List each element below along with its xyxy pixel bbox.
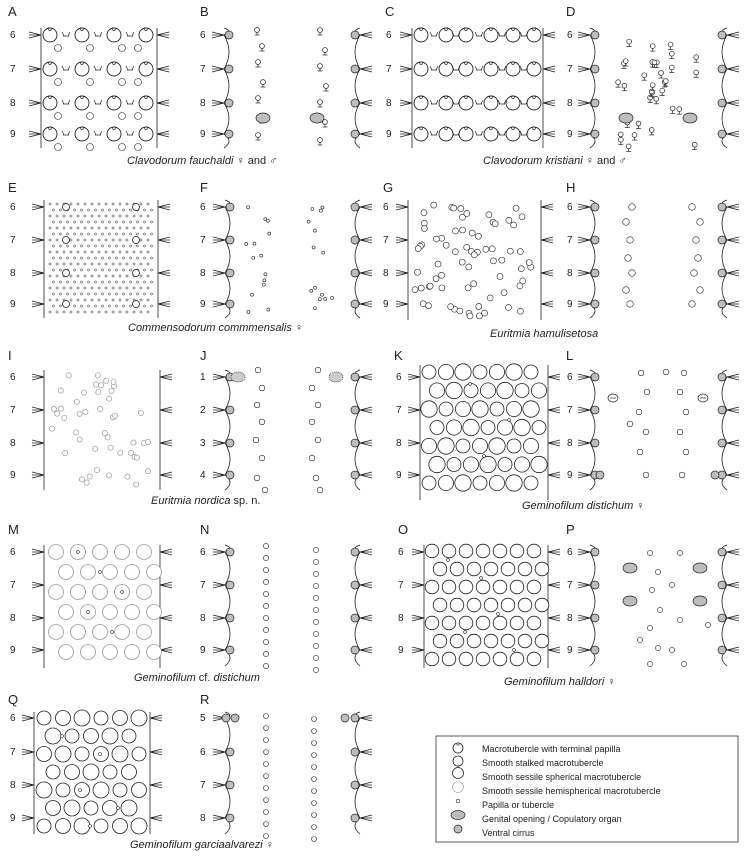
panel-label-h: H (566, 180, 576, 195)
legend-symbol-hemispherical (453, 782, 464, 793)
segment-label: 7 (383, 235, 389, 246)
segment-label: 6 (383, 202, 389, 213)
segment-label: 7 (567, 405, 573, 416)
segment-label: 9 (383, 299, 389, 310)
legend-label-stalked: Smooth stalked macrotubercle (482, 758, 604, 768)
caption-geminofilum-cf-distichum: Geminofilum cf. distichum (134, 672, 260, 684)
segment-label: 6 (10, 713, 16, 724)
segment-label: 6 (10, 30, 16, 41)
segment-label: 1 (200, 372, 206, 383)
segment-label: 6 (386, 30, 392, 41)
panel-label-f: F (200, 180, 208, 195)
segment-label: 2 (200, 405, 206, 416)
segment-label: 8 (10, 98, 16, 109)
segment-label: 8 (10, 268, 16, 279)
caption-geminofilum-garciaalvarezi: Geminofilum garciaalvarezi ♀ (130, 839, 274, 851)
segment-label: 7 (10, 235, 16, 246)
legend-symbol-ventral-cirrus (454, 825, 462, 833)
panel-a-diagram (29, 28, 169, 151)
legend (436, 736, 738, 842)
panel-g-diagram (396, 200, 553, 320)
panel-label-l: L (566, 348, 574, 363)
segment-label: 6 (10, 372, 16, 383)
segment-label: 7 (200, 64, 206, 75)
segment-label: 8 (567, 438, 573, 449)
panel-label-m: M (8, 522, 19, 537)
caption-commensodorum-commmensalis: Commensodorum commmensalis ♀ (128, 322, 304, 334)
panel-f-diagram (213, 200, 372, 318)
legend-label-macro-papilla: Macrotubercle with terminal papilla (482, 744, 621, 754)
segment-label: 8 (200, 268, 206, 279)
segment-label: 8 (386, 98, 392, 109)
segment-label: 9 (567, 645, 573, 656)
legend-symbol-stalked (453, 756, 463, 766)
panel-label-b: B (200, 4, 209, 19)
segment-label: 6 (200, 547, 206, 558)
segment-label: 7 (567, 64, 573, 75)
legend-label-genital: Genital opening / Copulatory organ (482, 814, 622, 824)
segment-label: 8 (200, 813, 206, 824)
segment-label: 7 (10, 580, 16, 591)
segment-label: 6 (10, 202, 16, 213)
segment-label: 9 (567, 470, 573, 481)
segment-label: 9 (398, 645, 404, 656)
panel-o-diagram (412, 544, 560, 668)
caption-clavodorum-fauchaldi: Clavodorum fauchaldi ♀ and ♂ (127, 155, 278, 167)
legend-symbol-genital (451, 811, 465, 820)
panel-label-j: J (200, 348, 207, 363)
segment-label: 9 (10, 645, 16, 656)
segment-label: 7 (200, 235, 206, 246)
segment-label: 6 (200, 202, 206, 213)
segment-label: 7 (10, 747, 16, 758)
panel-i-diagram (32, 370, 172, 490)
panel-b-diagram (212, 28, 372, 148)
caption-geminofilum-halldori: Geminofilum halldori ♀ (504, 676, 616, 688)
segment-label: 7 (398, 580, 404, 591)
segment-label: 9 (10, 470, 16, 481)
caption-euritmia-hamulisetosa: Euritmia hamulisetosa (490, 328, 599, 340)
segment-label: 9 (10, 813, 16, 824)
panel-r-diagram (213, 712, 372, 842)
caption-geminofilum-distichum: Geminofilum distichum ♀ (522, 500, 645, 512)
segment-label: 8 (567, 268, 573, 279)
panel-label-d: D (566, 4, 576, 19)
legend-label-hemispherical: Smooth sessile hemispherical macrotubercle (482, 786, 661, 796)
segment-label: 7 (567, 580, 573, 591)
panel-label-g: G (383, 180, 394, 195)
segment-label: 6 (396, 372, 402, 383)
segment-label: 9 (10, 129, 16, 140)
panel-n-diagram (213, 543, 372, 672)
segment-label: 6 (567, 30, 573, 41)
panel-q-diagram (22, 710, 162, 834)
panel-label-e: E (8, 180, 17, 195)
segment-label: 9 (200, 645, 206, 656)
panel-p-diagram (578, 545, 739, 667)
panel-l-diagram (578, 369, 739, 490)
segment-label: 8 (567, 613, 573, 624)
panel-label-p: P (566, 522, 575, 537)
segment-label: 6 (200, 747, 206, 758)
panel-e-diagram (32, 200, 170, 318)
panel-k-diagram (408, 364, 560, 500)
segment-label: 7 (567, 235, 573, 246)
segment-label: 6 (567, 372, 573, 383)
panel-label-n: N (200, 522, 210, 537)
segment-label: 9 (567, 299, 573, 310)
segment-label: 6 (567, 202, 573, 213)
panel-label-r: R (200, 692, 210, 707)
caption-clavodorum-kristiani: Clavodorum kristiani ♀ and ♂ (483, 155, 627, 167)
segment-label: 6 (398, 547, 404, 558)
segment-label: 8 (200, 613, 206, 624)
panel-c-diagram (400, 28, 555, 148)
segment-label: 9 (396, 470, 402, 481)
segment-label: 8 (396, 438, 402, 449)
segment-label: 7 (200, 780, 206, 791)
panel-label-k: K (394, 348, 403, 363)
segment-label: 7 (10, 405, 16, 416)
panel-d-diagram (578, 28, 739, 151)
panels-layer (8, 4, 739, 842)
panel-label-a: A (8, 4, 17, 19)
segment-label: 7 (200, 580, 206, 591)
legend-label-spherical: Smooth sessile spherical macrotubercle (482, 772, 642, 782)
segment-label: 8 (567, 98, 573, 109)
panel-label-q: Q (8, 692, 19, 707)
segment-label: 6 (10, 547, 16, 558)
legend-label-papilla: Papilla or tubercle (482, 800, 555, 810)
segment-label: 8 (383, 268, 389, 279)
panel-label-c: C (385, 4, 395, 19)
segment-label: 5 (200, 713, 206, 724)
segment-label: 8 (200, 98, 206, 109)
segment-label: 7 (386, 64, 392, 75)
legend-symbol-papilla (456, 799, 460, 803)
legend-symbol-spherical (453, 768, 464, 779)
segment-label: 4 (200, 470, 206, 481)
segment-label: 8 (10, 780, 16, 791)
segment-label: 6 (200, 30, 206, 41)
segment-label: 8 (10, 438, 16, 449)
segment-label: 9 (10, 299, 16, 310)
segment-label: 9 (567, 129, 573, 140)
segment-label: 7 (396, 405, 402, 416)
segment-label: 8 (398, 613, 404, 624)
panel-label-o: O (398, 522, 409, 537)
caption-euritmia-nordica: Euritmia nordica sp. n. (151, 495, 261, 507)
segment-label: 8 (10, 613, 16, 624)
segment-label: 3 (200, 438, 206, 449)
legend-symbol-macro-papilla (457, 743, 459, 745)
segment-label: 7 (10, 64, 16, 75)
panel-m-diagram (32, 545, 172, 669)
segment-label: 6 (567, 547, 573, 558)
panel-h-diagram (578, 200, 739, 318)
panel-label-i: I (8, 348, 12, 363)
segment-label: 9 (386, 129, 392, 140)
panel-j-diagram (213, 367, 372, 493)
legend-label-ventral-cirrus: Ventral cirrus (482, 828, 535, 838)
segment-label: 9 (200, 129, 206, 140)
segment-label: 9 (200, 299, 206, 310)
